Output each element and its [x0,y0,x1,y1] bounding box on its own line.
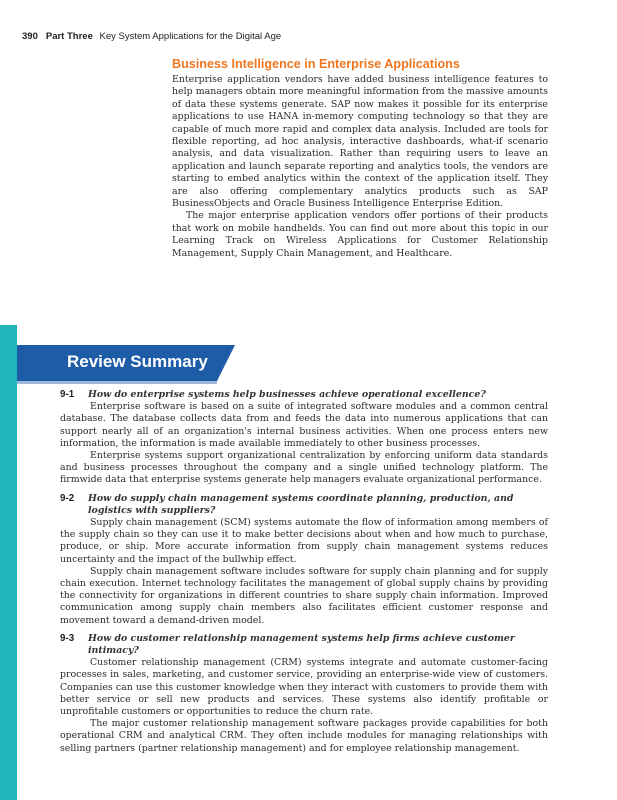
answer-paragraph: Supply chain management (SCM) systems automate the flow of information among members of the supply chain so they can use it to make better decisions about when and how much to purchase, produce, or ship. More accurate information from supply chain management systems reduces uncertainty and the impact of the bullwhip effect. [60,517,548,565]
answer-paragraph: Customer relationship management (CRM) systems integrate and automate customer-facing processes in sales, marketing, and customer service, providing an enterprise-wide view of customers. Companies can use this customer knowledge when they interact with customers to provide them with better service or sell new products and services. These systems also identify profitable or unprofitable customers or opportunities to reduce the churn rate. [60,657,548,718]
body-paragraph: The major enterprise application vendors offer portions of their products that work on mobile handhelds. You can find out more about this topic in our Learning Track on Wireless Applications for Customer Relationship Management, Supply Chain Management, and Healthcare. [172,210,548,259]
body-paragraph: Enterprise application vendors have added business intelligence features to help managers obtain more meaningful information from the massive amounts of data these systems generate. SAP now makes it possible for its enterprise applications to use HANA in-memory computing technology so that they are capable of much more rapid and complex data analysis. Included are tools for flexible reporting, ad hoc analysis, interactive dashboards, what-if scenario analysis, and data visualization. Rather than requiring users to leave an application and launch separate reporting and analytics tools, the vendors are starting to embed analytics within the context of the application itself. They are also offering complementary analytics products such as SAP BusinessObjects and Oracle Business Intelligence Enterprise Edition. [172,74,548,210]
banner-tip [217,345,235,381]
question-number: 9-1 [60,389,75,400]
question-text: How do customer relationship management systems help firms achieve customer intimacy? [88,632,515,657]
question-number: 9-3 [60,632,75,644]
answer-paragraph: Supply chain management software includes software for supply chain planning and for supply chain execution. Internet technology facilitates the management of global supply chains by providing the connectivity for organizations in different countries to share supply chain information. Improved communication among supply chain members also facilitates efficient customer response and movement toward a demand-driven model. [60,565,548,626]
question-line [60,389,548,401]
summary-item [60,633,548,755]
question-text: How do supply chain management systems coordinate planning, production, and logistics with suppliers? [88,492,514,516]
question-line [60,493,548,517]
question-text: How do enterprise systems help businesses achieve operational excellence? [88,389,486,400]
part-label: Part Three [45,31,93,42]
summary-item [60,389,548,487]
answer-paragraph: Enterprise software is based on a suite of integrated software modules and a common central database. The database collects data from and feeds the data into numerous applications that can support nearly all of an organization's internal business activities. When one process enters new information, the information is made available immediately to other business processes. [60,401,548,449]
summary-item [60,493,548,627]
answer-paragraph: The major customer relationship management software packages provide capabilities for both operational CRM and analytical CRM. They often include modules for managing relationships with selling partners (partner relationship management) and for employee relationship management. [60,718,548,754]
page-number: 390 [22,31,38,42]
section-heading: Business Intelligence in Enterprise Applications [172,57,460,71]
question-line [60,633,548,657]
side-accent-bar [0,325,17,800]
running-header [22,31,281,42]
question-number: 9-2 [60,492,75,504]
review-summary-title: Review Summary [67,352,208,371]
bi-section [172,57,548,260]
answer-paragraph: Enterprise systems support organizational centralization by enforcing uniform data standards and business processes throughout the company and a single unified technology platform. The firmwide data that enterprise systems generate help managers evaluate organizational performance. [60,450,548,486]
review-summary [60,389,548,761]
part-title: Key System Applications for the Digital Age [99,31,282,42]
